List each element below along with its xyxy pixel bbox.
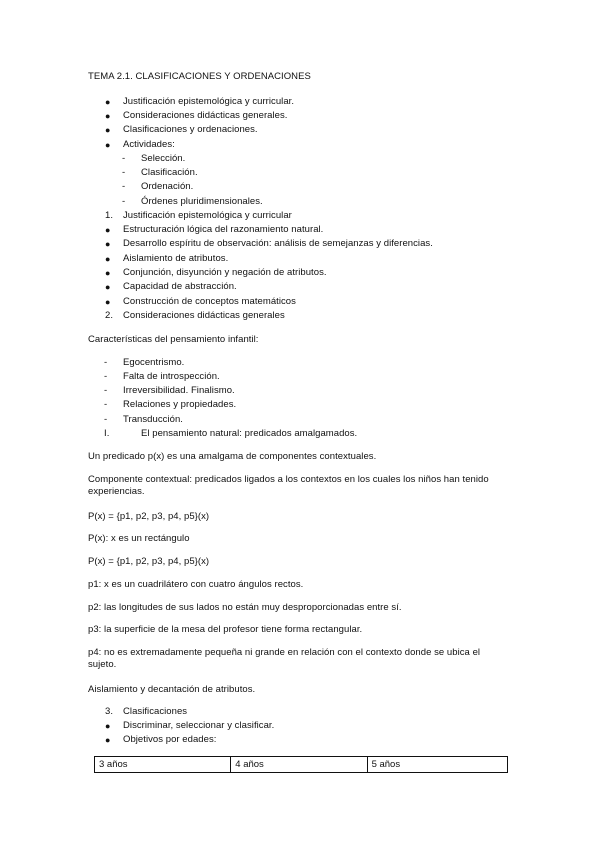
- paragraph-rectangulo: P(x): x es un rectángulo: [88, 533, 190, 544]
- paragraph-componente: Componente contextual: predicados ligados a los contextos en los cuales los niños han tenido experiencias.: [88, 474, 489, 497]
- section-1-bullet-4: Conjunción, disyunción y negación de atributos.: [123, 267, 327, 278]
- bullet-icon: ●: [105, 97, 111, 107]
- paragraph-p3: p3: la superficie de la mesa del profesor tiene forma rectangular.: [88, 624, 363, 635]
- bullet-icon: ●: [105, 721, 111, 731]
- paragraph-aislamiento: Aislamiento y decantación de atributos.: [88, 684, 256, 695]
- actividad-2: Clasificación.: [141, 167, 198, 178]
- section-3-bullet-2: Objetivos por edades:: [123, 734, 217, 745]
- paragraph-predicado: Un predicado p(x) es una amalgama de componentes contextuales.: [88, 451, 377, 462]
- dash-marker: -: [122, 196, 126, 207]
- dash-marker: -: [104, 357, 108, 368]
- table-header-cell: 3 años: [95, 757, 231, 773]
- paragraph-p4: p4: no es extremadamente pequeña ni grande en relación con el contexto donde se ubica el sujeto.: [88, 647, 481, 670]
- bullet-icon: ●: [105, 125, 111, 135]
- formula-2: P(x) = {p1, p2, p3, p4, p5}(x): [88, 556, 210, 567]
- formula-1: P(x) = {p1, p2, p3, p4, p5}(x): [88, 511, 210, 522]
- bullet-icon: ●: [105, 268, 111, 278]
- subsection-I-heading: El pensamiento natural: predicados amalgamados.: [141, 428, 358, 439]
- intro-bullet-1: Justificación epistemológica y curricular.: [123, 96, 295, 107]
- section-1-bullet-3: Aislamiento de atributos.: [123, 253, 229, 264]
- section-3-bullet-1: Discriminar, seleccionar y clasificar.: [123, 720, 275, 731]
- dash-marker: -: [122, 153, 126, 164]
- table-header-cell: 4 años: [231, 757, 367, 773]
- dash-marker: -: [104, 371, 108, 382]
- actividad-4: Órdenes pluridimensionales.: [141, 196, 263, 207]
- section-1-number: 1.: [105, 210, 114, 221]
- dash-marker: -: [122, 181, 126, 192]
- section-1-heading: Justificación epistemológica y curricular: [123, 210, 292, 221]
- table-header-row: [95, 757, 508, 773]
- intro-bullet-2: Consideraciones didácticas generales.: [123, 110, 288, 121]
- caracteristica-4: Relaciones y propiedades.: [123, 399, 237, 410]
- actividad-3: Ordenación.: [141, 181, 194, 192]
- caracteristica-3: Irreversibilidad. Finalismo.: [123, 385, 235, 396]
- intro-bullet-4: Actividades:: [123, 139, 175, 150]
- section-1-bullet-5: Capacidad de abstracción.: [123, 281, 237, 292]
- objetivos-table: [94, 756, 508, 773]
- dash-marker: -: [104, 399, 108, 410]
- bullet-icon: ●: [105, 111, 111, 121]
- bullet-icon: ●: [105, 239, 111, 249]
- section-1-bullet-1: Estructuración lógica del razonamiento natural.: [123, 224, 324, 235]
- section-3-number: 3.: [105, 706, 114, 717]
- caracteristica-2: Falta de introspección.: [123, 371, 220, 382]
- caracteristica-1: Egocentrismo.: [123, 357, 185, 368]
- table-header-cell: 5 años: [367, 757, 507, 773]
- document-title: TEMA 2.1. CLASIFICACIONES Y ORDENACIONES: [88, 71, 311, 82]
- actividad-1: Selección.: [141, 153, 186, 164]
- section-2-number: 2.: [105, 310, 114, 321]
- dash-marker: -: [104, 385, 108, 396]
- bullet-icon: ●: [105, 735, 111, 745]
- dash-marker: -: [104, 414, 108, 425]
- section-1-bullet-2: Desarrollo espíritu de observación: análisis de semejanzas y diferencias.: [123, 238, 433, 249]
- caracteristica-5: Transducción.: [123, 414, 183, 425]
- dash-marker: -: [122, 167, 126, 178]
- bullet-icon: ●: [105, 225, 111, 235]
- subsection-I-number: I.: [104, 428, 110, 439]
- caracteristicas-heading: Características del pensamiento infantil:: [88, 334, 259, 345]
- bullet-icon: ●: [105, 297, 111, 307]
- section-1-bullet-6: Construcción de conceptos matemáticos: [123, 296, 296, 307]
- intro-bullet-3: Clasificaciones y ordenaciones.: [123, 124, 258, 135]
- bullet-icon: ●: [105, 140, 111, 150]
- paragraph-p2: p2: las longitudes de sus lados no están muy desproporcionadas entre sí.: [88, 602, 402, 613]
- section-2-heading: Consideraciones didácticas generales: [123, 310, 285, 321]
- section-3-heading: Clasificaciones: [123, 706, 188, 717]
- bullet-icon: ●: [105, 254, 111, 264]
- paragraph-p1: p1: x es un cuadrilátero con cuatro ángulos rectos.: [88, 579, 304, 590]
- bullet-icon: ●: [105, 282, 111, 292]
